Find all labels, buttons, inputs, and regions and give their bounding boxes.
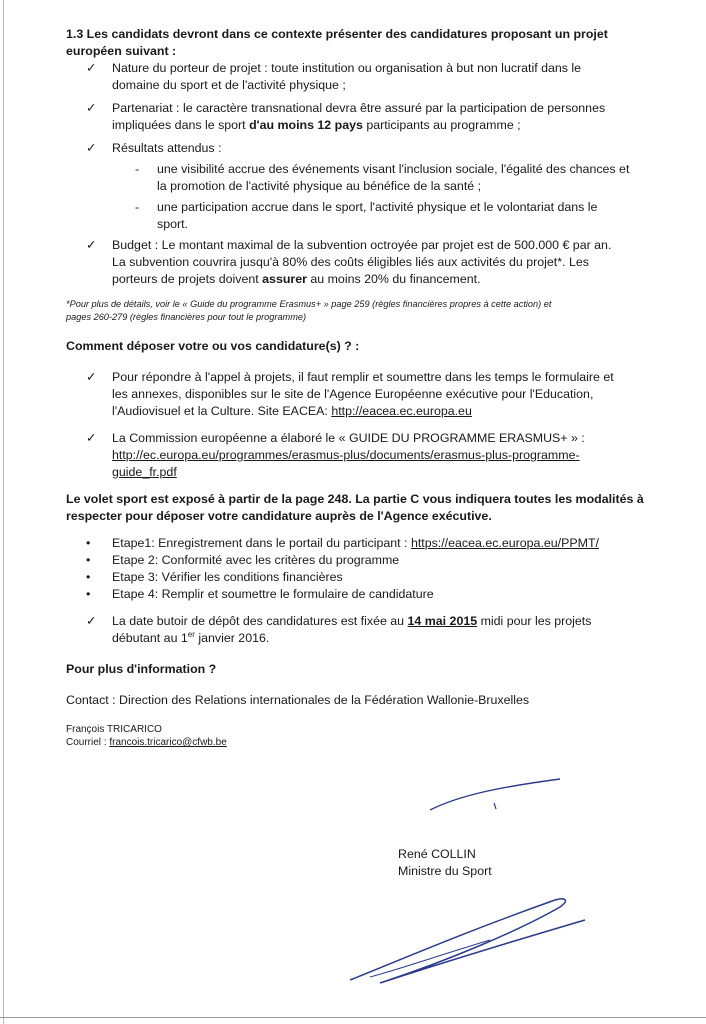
item-text: Pour répondre à l'appel à projets, il faut remplir et soumettre dans les temps le formulaire et	[112, 370, 614, 384]
sport-note	[66, 491, 654, 525]
text: l'Audiovisuel et la Culture. Site EACEA:	[112, 404, 332, 418]
step-item	[66, 569, 654, 586]
step-text: Etape 2: Conformité avec les critères du programme	[112, 553, 400, 567]
text: midi pour les projets	[477, 614, 592, 628]
spacer	[66, 603, 654, 613]
check-icon: ✓	[86, 238, 97, 252]
bullet-icon: •	[86, 536, 91, 550]
check-icon: ✓	[86, 141, 97, 155]
bullet-icon: •	[86, 587, 91, 601]
signatory-name: René COLLIN	[398, 847, 476, 861]
guide-link-continued[interactable]: guide_fr.pdf	[112, 465, 177, 479]
emphasis: d'au moins 12 pays	[249, 118, 363, 132]
step-item	[66, 586, 654, 603]
item-text: La subvention couvrira jusqu'à 80% des coûts éligibles liés aux activités du projet*. Les	[112, 255, 589, 269]
spacer	[66, 288, 654, 298]
heading-line: européen suivant :	[66, 44, 177, 58]
list-item	[66, 60, 654, 94]
footnote	[66, 298, 654, 324]
spacer	[66, 709, 654, 723]
section-heading	[66, 26, 654, 60]
list-item	[66, 140, 654, 157]
heading-line: 1.3 Les candidats devront dans ce contexte présenter des candidatures proposant un projet	[66, 27, 608, 41]
check-icon: ✓	[86, 614, 97, 628]
bullet-icon: •	[86, 570, 91, 584]
deadline-line	[112, 630, 654, 647]
text: participants au programme ;	[362, 118, 521, 132]
spacer	[66, 355, 654, 369]
item-text: Partenariat : le caractère transnational devra être assuré par la participation de personnes	[112, 101, 606, 115]
check-icon: ✓	[86, 370, 97, 384]
footnote-line: *Pour plus de détails, voir le « Guide du programme Erasmus+ » page 259 (règles financières propres à cette action) et	[66, 299, 552, 309]
spacer	[66, 324, 654, 338]
sub-item	[66, 161, 654, 195]
deadline-item	[66, 613, 654, 647]
sub-item-text: une participation accrue dans le sport, l'activité physique et le volontariat dans le	[157, 200, 598, 214]
signatory-block	[398, 846, 492, 880]
spacer	[66, 678, 654, 692]
text: débutant au 1	[112, 631, 188, 645]
contact-line: Contact : Direction des Relations internationales de la Fédération Wallonie-Bruxelles	[66, 693, 530, 707]
step-item	[66, 552, 654, 569]
contact-person: François TRICARICO	[66, 724, 162, 735]
spacer	[66, 420, 654, 430]
document-body	[66, 26, 654, 749]
spacer	[66, 647, 654, 661]
eacea-link[interactable]: http://eacea.ec.europa.eu	[331, 404, 472, 418]
list-item	[66, 237, 654, 288]
item-text: Résultats attendus :	[112, 141, 222, 155]
spacer	[66, 481, 654, 491]
sub-item-text: sport.	[157, 217, 188, 231]
deadline-line	[112, 613, 654, 630]
how-to-apply-heading: Comment déposer votre ou vos candidature(s) ? :	[66, 339, 360, 353]
item-text	[112, 271, 654, 288]
sub-item-text: une visibilité accrue des événements visant l'inclusion sociale, l'égalité des chances et	[157, 162, 630, 176]
superscript: er	[187, 629, 195, 639]
scan-edge	[3, 0, 4, 1024]
step-text: Etape1: Enregistrement dans le portail du participant :	[112, 536, 411, 550]
text: au moins 20% du financement.	[306, 272, 481, 286]
item-text: La Commission européenne a élaboré le « GUIDE DU PROGRAMME ERASMUS+ » :	[112, 431, 585, 445]
signature-stroke-top	[420, 775, 570, 835]
spacer	[66, 525, 654, 535]
dash-icon: -	[135, 162, 140, 176]
list-item	[66, 100, 654, 134]
item-text: domaine du sport et de l'activité physique ;	[112, 78, 346, 92]
deadline-date: 14 mai 2015	[407, 614, 478, 628]
check-icon: ✓	[86, 101, 97, 115]
list-item	[66, 430, 654, 481]
guide-link[interactable]: http://ec.europa.eu/programmes/erasmus-plus/documents/erasmus-plus-programme-	[112, 448, 580, 462]
dash-icon: -	[135, 200, 140, 214]
footnote-line: pages 260-279 (règles financières pour tout le programme)	[66, 312, 307, 322]
email-label: Courriel :	[66, 737, 110, 748]
step-item	[66, 535, 654, 552]
text: porteurs de projets doivent	[112, 272, 263, 286]
item-text: Nature du porteur de projet : toute institution ou organisation à but non lucratif dans le	[112, 61, 582, 75]
emphasis: assurer	[262, 272, 307, 286]
text: janvier 2016.	[194, 631, 270, 645]
item-text	[112, 403, 654, 420]
step-text: Etape 4: Remplir et soumettre le formulaire de candidature	[112, 587, 434, 601]
sub-item	[66, 199, 654, 233]
check-icon: ✓	[86, 431, 97, 445]
email-link[interactable]: francois.tricarico@cfwb.be	[109, 737, 227, 748]
email-line	[66, 736, 654, 749]
text: La date butoir de dépôt des candidatures est fixée au	[112, 614, 408, 628]
step-text: Etape 3: Vérifier les conditions financières	[112, 570, 343, 584]
signature-icon	[340, 885, 600, 990]
ppmt-link[interactable]: https://eacea.ec.europa.eu/PPMT/	[410, 536, 599, 550]
more-info-heading: Pour plus d'information ?	[66, 662, 217, 676]
item-text: les annexes, disponibles sur le site de l'Agence Européenne exécutive pour l'Education,	[112, 387, 594, 401]
item-text	[112, 117, 654, 134]
sport-note-line: Le volet sport est exposé à partir de la page 248. La partie C vous indiquera toutes les modalités à	[66, 492, 644, 506]
scan-edge-bottom	[0, 1017, 706, 1018]
bullet-icon: •	[86, 553, 91, 567]
item-text: Budget : Le montant maximal de la subvention octroyée par projet est de 500.000 € par an.	[112, 238, 612, 252]
sub-item-text: la promotion de l'activité physique au bénéfice de la santé ;	[157, 179, 482, 193]
check-icon: ✓	[86, 61, 97, 75]
list-item	[66, 369, 654, 420]
signatory-title: Ministre du Sport	[398, 864, 492, 878]
sport-note-line: respecter pour déposer votre candidature auprès de l'Agence exécutive.	[66, 509, 492, 523]
text: impliquées dans le sport	[112, 118, 250, 132]
